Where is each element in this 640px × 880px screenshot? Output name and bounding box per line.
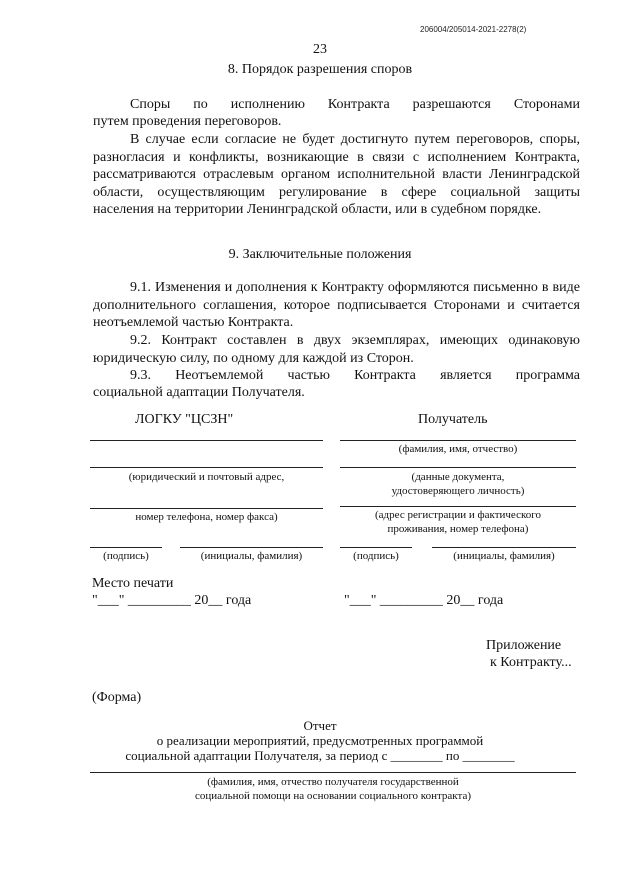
section-9-clause-3-line-1: 9.3. Неотъемлемой частью Контракта является программа <box>130 368 580 383</box>
section-8-title: 8. Порядок разрешения споров <box>227 62 413 77</box>
section-9-clause-3-line-2: социальной адаптации Получателя. <box>93 385 305 400</box>
section-8-paragraph-2: В случае если согласие не будет достигнуто путем переговоров, споры, разногласия и конфликты, возникающие в связи с исполнением Контракта, рассматриваются отраслевым органом исполнительной власти Ленинградской области, осуществляющим регулирование в сфере социальной защиты населения на территории Ленинградской области, или в судебном порядке. <box>93 132 580 217</box>
report-caption-2: социальной помощи на основании социального контракта) <box>194 790 471 802</box>
left-line-3 <box>90 508 323 509</box>
right-line-1 <box>340 440 576 441</box>
form-label: (Форма) <box>92 690 142 705</box>
right-line-2 <box>340 467 576 468</box>
page-number: 23 <box>313 42 327 57</box>
document-id: 206004/205014-2021-2278(2) <box>420 25 527 34</box>
seal-label: Место печати <box>92 576 174 591</box>
right-doc-caption-2: удостоверяющего личность) <box>391 485 525 497</box>
appendix-label: Приложение <box>486 638 562 653</box>
right-name-caption: (фамилия, имя, отчество) <box>398 443 518 455</box>
section-8-paragraph-1-line-2: путем проведения переговоров. <box>93 114 282 129</box>
section-9-clause-1: 9.1. Изменения и дополнения к Контракту оформляются письменно в виде дополнительного соглашения, которое подписывается Сторонами и считается неотъемлемой частью Контракта. <box>93 280 580 330</box>
report-caption-1: (фамилия, имя, отчество получателя государственной <box>207 776 459 788</box>
section-8-paragraph-1-line-1: Споры по исполнению Контракта разрешаются Сторонами <box>130 97 580 112</box>
right-line-3 <box>340 506 576 507</box>
section-9-title: 9. Заключительные положения <box>228 247 412 262</box>
right-addr-caption-1: (адрес регистрации и фактического <box>375 509 541 521</box>
report-recipient-line <box>90 772 576 773</box>
right-addr-caption-2: проживания, номер телефона) <box>387 523 529 535</box>
left-signature-line <box>90 547 162 548</box>
left-address-caption: (юридический и почтовый адрес, <box>128 471 285 483</box>
right-signature-caption: (подпись) <box>353 550 399 562</box>
left-party-title: ЛОГКУ "ЦСЗН" <box>135 412 234 427</box>
left-line-1 <box>90 440 323 441</box>
appendix-contract-ref: к Контракту... <box>490 655 572 670</box>
report-title: Отчет <box>303 718 337 733</box>
left-initials-line <box>180 547 323 548</box>
right-date: "___" _________ 20__ года <box>344 593 504 608</box>
right-initials-caption: (инициалы, фамилия) <box>453 550 555 562</box>
left-line-2 <box>90 467 323 468</box>
right-doc-caption-1: (данные документа, <box>411 471 505 483</box>
left-phone-caption: номер телефона, номер факса) <box>135 511 278 523</box>
left-date: "___" _________ 20__ года <box>92 593 252 608</box>
left-signature-caption: (подпись) <box>103 550 149 562</box>
left-initials-caption: (инициалы, фамилия) <box>200 550 303 562</box>
right-signature-line <box>340 547 412 548</box>
right-party-title: Получатель <box>418 412 488 427</box>
section-9-clause-2: 9.2. Контракт составлен в двух экземплярах, имеющих одинаковую юридическую силу, по одному для каждой из Сторон. <box>93 333 580 366</box>
report-subtitle: о реализации мероприятий, предусмотренных программой <box>156 733 484 748</box>
report-period: социальной адаптации Получателя, за период с ________ по ________ <box>125 748 515 763</box>
right-initials-line <box>432 547 576 548</box>
